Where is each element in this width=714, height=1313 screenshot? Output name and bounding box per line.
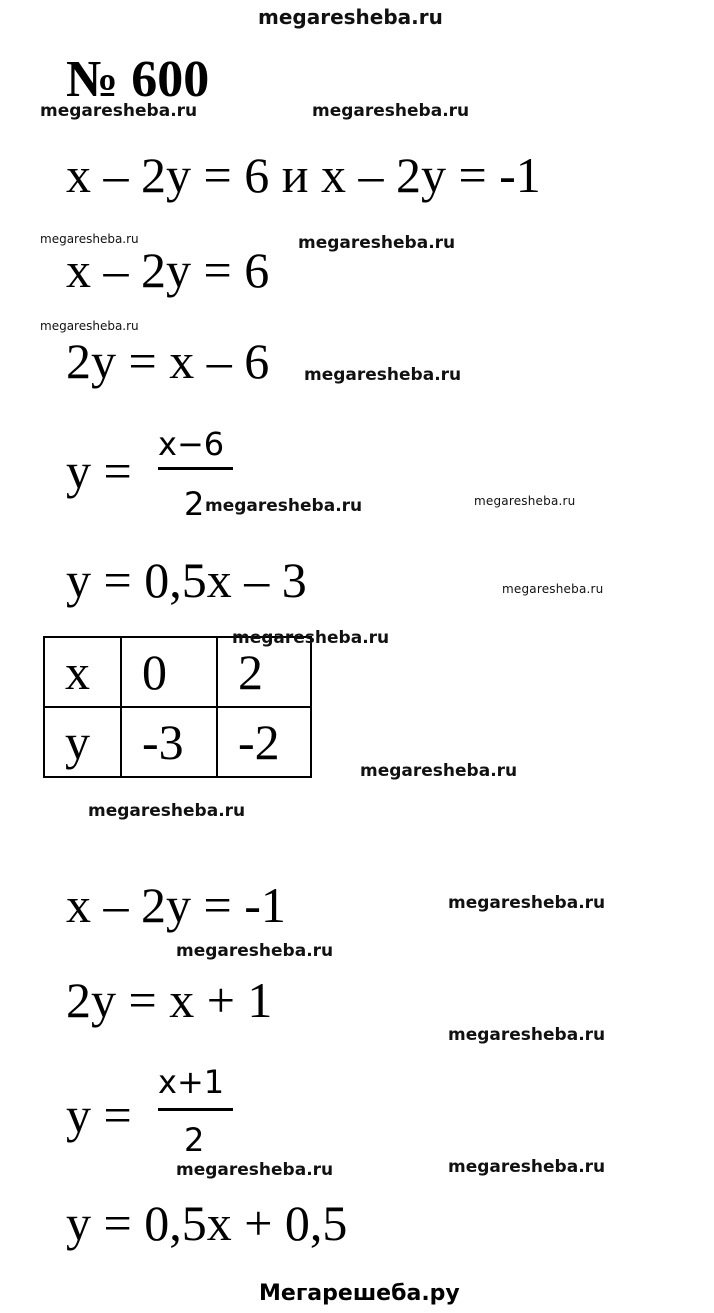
eq2-fraction-numerator: x+1 [158, 1063, 225, 1101]
eq2-line-a: x – 2y = -1 [66, 877, 286, 933]
eq2-fraction-bar [158, 1108, 233, 1111]
watermark: megaresheba.ru [502, 582, 604, 596]
table-cell: -2 [217, 707, 311, 777]
eq1-fraction-numerator: x−6 [158, 425, 225, 463]
site-footer: Мегарешеба.ру [259, 1281, 460, 1306]
eq2-fraction-denominator: 2 [184, 1121, 205, 1159]
watermark: megaresheba.ru [88, 801, 246, 821]
watermark: megaresheba.ru [40, 232, 139, 246]
table-cell: x [44, 637, 121, 707]
eq2-line-b: 2y = x + 1 [66, 972, 273, 1028]
eq1-fraction-denominator: 2 [184, 485, 205, 523]
watermark: megaresheba.ru [304, 365, 462, 385]
watermark: megaresheba.ru [298, 233, 456, 253]
problem-number: № 600 [66, 51, 210, 108]
table-row [44, 707, 311, 777]
watermark: megaresheba.ru [176, 941, 334, 961]
watermark: megaresheba.ru [448, 893, 606, 913]
watermark: megaresheba.ru [40, 101, 198, 121]
eq1-fraction-bar [158, 467, 233, 470]
watermark: megaresheba.ru [205, 496, 363, 516]
watermark: megaresheba.ru [474, 494, 576, 508]
eq1-line-a: x – 2y = 6 [66, 242, 270, 298]
eq1-line-d: y = 0,5x – 3 [66, 552, 307, 608]
watermark: megaresheba.ru [360, 761, 518, 781]
watermark: megaresheba.ru [312, 101, 470, 121]
watermark: megaresheba.ru [40, 319, 139, 333]
table-cell: 2 [217, 637, 311, 707]
table-cell: -3 [121, 707, 217, 777]
system-line: x – 2y = 6 и x – 2y = -1 [66, 147, 541, 203]
eq2-line-d: y = 0,5x + 0,5 [66, 1195, 348, 1251]
watermark: megaresheba.ru [176, 1160, 334, 1180]
watermark: megaresheba.ru [232, 628, 390, 648]
table-cell: 0 [121, 637, 217, 707]
site-header: megaresheba.ru [258, 5, 443, 29]
eq1-line-b: 2y = x – 6 [66, 333, 270, 389]
eq1-line-c-lhs: y = [66, 443, 132, 499]
watermark: megaresheba.ru [448, 1157, 606, 1177]
table-cell: y [44, 707, 121, 777]
watermark: megaresheba.ru [448, 1025, 606, 1045]
values-table [43, 636, 312, 778]
eq2-line-c-lhs: y = [66, 1087, 132, 1143]
